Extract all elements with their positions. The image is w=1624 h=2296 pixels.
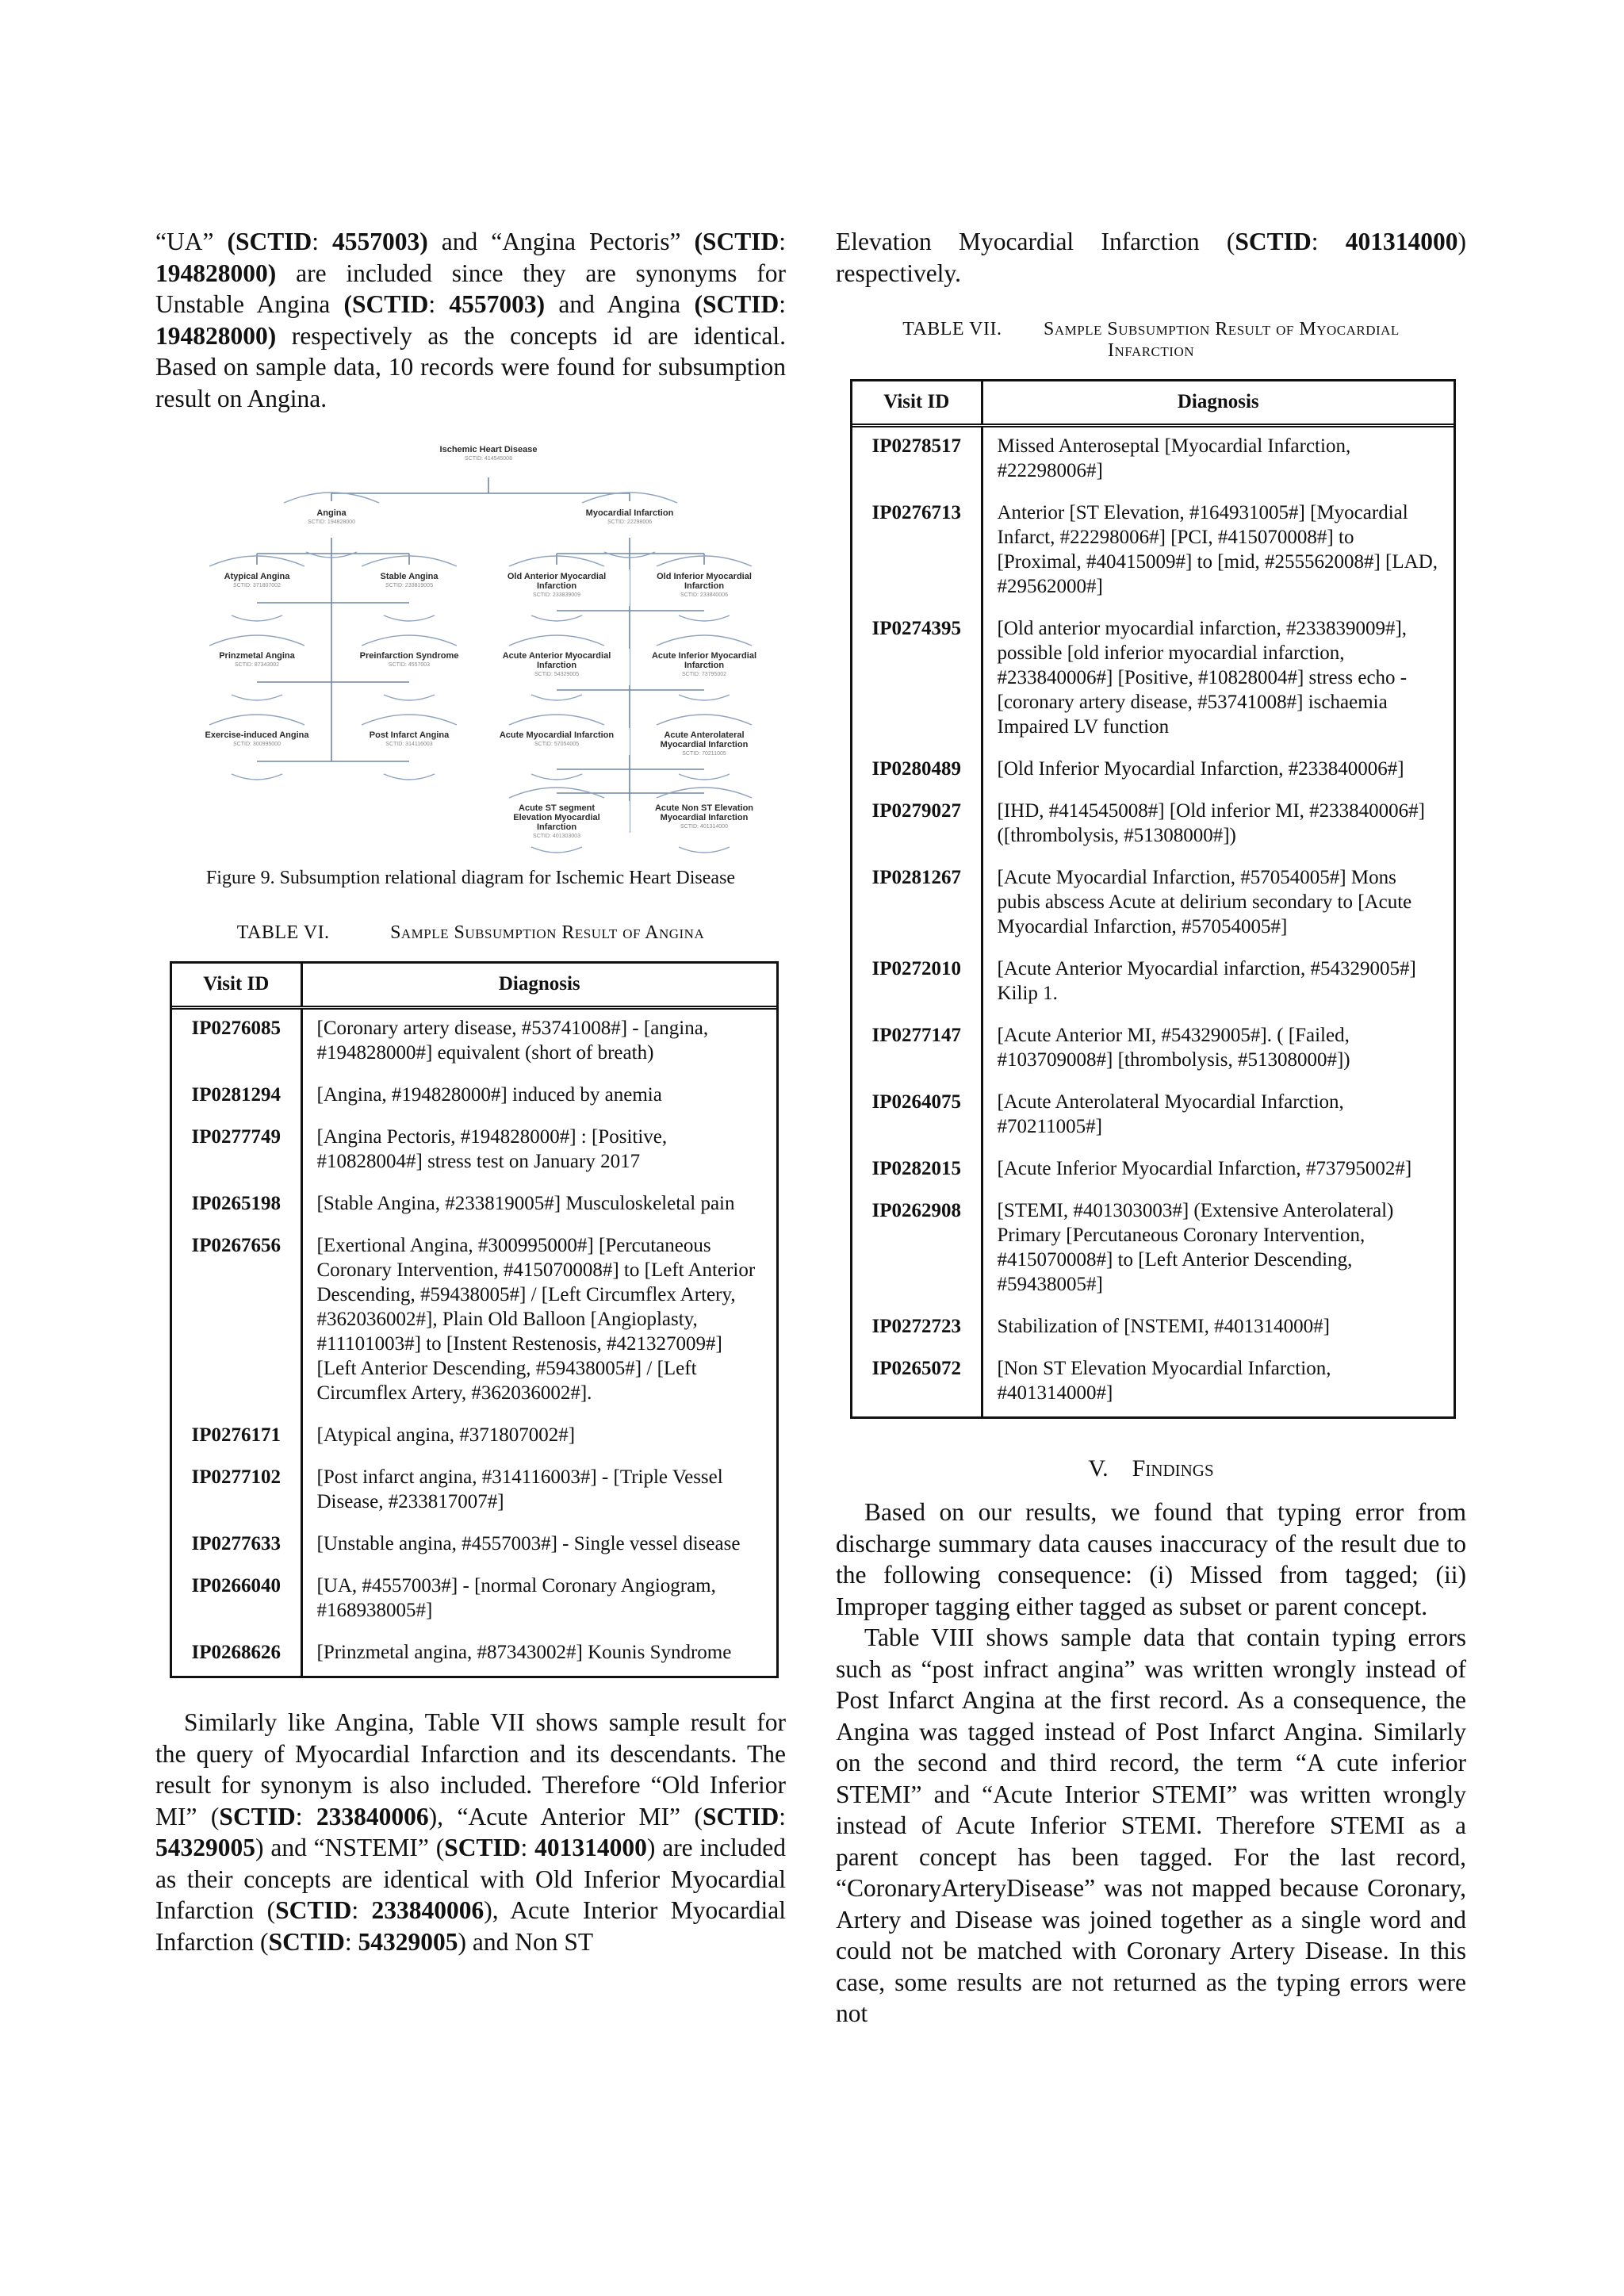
table-row: [852, 426, 1454, 495]
table-row: [172, 1008, 776, 1077]
text-segment: ) and “NSTEMI” (: [255, 1834, 445, 1861]
text-segment: :: [1311, 228, 1346, 255]
bold-segment: SCTID: [702, 1802, 779, 1830]
node-title: Infarction: [536, 661, 577, 670]
node-arc: [209, 715, 304, 725]
col-header-visit-id: Visit ID: [852, 381, 982, 426]
text-segment: and “Angina Pectoris”: [427, 228, 695, 255]
diagnosis-cell: [Post infarct angina, #314116003#] - [Triple Vessel Disease, #233817007#]: [316, 1466, 723, 1512]
visit-id-cell: IP0277749: [172, 1118, 301, 1185]
col-header-diagnosis: Diagnosis: [982, 381, 1454, 426]
table-row: [172, 1185, 776, 1227]
text-segment: :: [312, 228, 333, 255]
table-row: [172, 1416, 776, 1458]
node-arc: [679, 774, 730, 780]
node-title: Acute ST segment: [519, 803, 595, 813]
paragraph-synonyms-angina: [155, 226, 786, 414]
table-row: [852, 1192, 1454, 1308]
bold-segment: (SCTID: [694, 228, 779, 255]
node-arc: [657, 715, 752, 725]
diagnosis-cell: [STEMI, #401303003#] (Extensive Anterolateral) Primary [Percutaneous Coronary Intervention, #415070008#] to [Left Anterior Descending, #59438005#]: [997, 1200, 1394, 1295]
diagnosis-cell: [Old Inferior Myocardial Infarction, #233840006#]: [997, 758, 1404, 780]
table-6-grid: [172, 964, 776, 1676]
node-sctid: SCTID: 401303003: [533, 834, 580, 839]
visit-id-cell: IP0274395: [852, 610, 982, 750]
node-arc: [362, 635, 457, 646]
diagnosis-cell: [Exertional Angina, #300995000#] [Percutaneous Coronary Intervention, #415070008#] to [Left Anterior Descending, #59438005#] / [Left Circumflex Artery, #362036002#], Plain Old Balloon [Angioplasty, #11101003#] to [Instent Restenosis, #421327009#] [Left Anterior Descending, #59438005#] / [Left Circumflex Artery, #362036002#].: [316, 1235, 756, 1404]
node-sctid: SCTID: 371807002: [233, 583, 281, 588]
node-arc: [384, 615, 435, 621]
node-arc: [384, 774, 435, 780]
bold-segment: (SCTID: [694, 290, 779, 318]
table-row: [852, 1350, 1454, 1416]
diagnosis-cell: Anterior [ST Elevation, #164931005#] [Myocardial Infarct, #22298006#] [PCI, #415070008#] to [Proximal, #40415009#] to [mid, #255562008#] [LAD, #29562000#]: [997, 502, 1438, 597]
bold-segment: 401314000: [1345, 228, 1458, 255]
bold-segment: SCTID: [444, 1834, 521, 1861]
text-segment: are included since they are synonyms for Unstable Angina: [155, 259, 786, 318]
diagnosis-cell: Missed Anteroseptal [Myocardial Infarction, #22298006#]: [997, 435, 1351, 481]
node-title: Old Inferior Myocardial: [657, 572, 752, 581]
table-row: [172, 1227, 776, 1416]
visit-id-cell: IP0276171: [172, 1416, 301, 1458]
diagnosis-cell: [Acute Myocardial Infarction, #57054005#] Mons pubis abscess Acute at delirium secondary to [Acute Myocardial Infarction, #57054005#]: [997, 867, 1412, 937]
diagnosis-cell: [Angina Pectoris, #194828000#] : [Positive, #10828004#] stress test on January 2017: [316, 1126, 668, 1172]
figure-9: [155, 428, 786, 872]
node-arc: [679, 695, 730, 700]
visit-id-cell: IP0280489: [852, 750, 982, 792]
node-title: Preinfarction Syndrome: [359, 651, 459, 661]
text-segment: :: [779, 228, 786, 255]
table-row: [852, 859, 1454, 950]
section-title: Findings: [1132, 1455, 1214, 1481]
table-row: [172, 1525, 776, 1567]
text-segment: :: [344, 1927, 358, 1956]
text-segment: :: [779, 1802, 786, 1830]
left-column: [155, 226, 786, 1957]
node-arc: [232, 774, 282, 780]
table-6-label: TABLE VI.: [236, 922, 330, 943]
visit-id-cell: IP0267656: [172, 1227, 301, 1416]
node-sctid: SCTID: 300995000: [233, 742, 281, 747]
diagnosis-cell: [UA, #4557003#] - [normal Coronary Angiogram, #168938005#]: [316, 1575, 716, 1621]
node-title: Angina: [316, 508, 347, 518]
node-title: Acute Inferior Myocardial: [651, 651, 757, 661]
node-sctid: SCTID: 233839009: [533, 592, 580, 598]
visit-id-cell: IP0265072: [852, 1350, 982, 1416]
node-sctid: SCTID: 70211005: [682, 751, 726, 757]
bold-segment: 4557003): [449, 290, 546, 318]
text-segment: ), Acute Interior Myocardial Infarction (: [155, 1896, 786, 1956]
diagnosis-cell: [Prinzmetal angina, #87343002#] Kounis Syndrome: [316, 1642, 732, 1663]
text-segment: ), “Acute Anterior MI” (: [428, 1802, 703, 1830]
table-7: [850, 379, 1456, 1419]
node-arc: [509, 715, 604, 725]
diagnosis-cell: [Acute Anterior Myocardial infarction, #54329005#] Kilip 1.: [997, 958, 1416, 1004]
text-segment: Elevation Myocardial Infarction (: [836, 228, 1235, 255]
paragraph-findings-intro: Based on our results, we found that typing error from discharge summary data causes inaccuracy of the result due to the following consequence: (i) Missed from tagged; (ii) Improper tagging either tagged as subset or parent concept.: [836, 1498, 1466, 1620]
diagnosis-cell: [Unstable angina, #4557003#] - Single vessel disease: [316, 1533, 741, 1554]
node-arc: [362, 715, 457, 725]
node-title: Acute Anterior Myocardial: [502, 651, 611, 661]
diagnosis-cell: [Non ST Elevation Myocardial Infarction, #401314000#]: [997, 1358, 1331, 1404]
bold-segment: 194828000): [155, 321, 277, 350]
paragraph-mi-synonyms: [155, 1707, 786, 1957]
text-segment: :: [779, 290, 786, 318]
section-heading-findings: [836, 1455, 1466, 1482]
table-row: [852, 750, 1454, 792]
visit-id-cell: IP0276085: [172, 1008, 301, 1077]
bold-segment: 4557003): [332, 228, 428, 255]
table-row: [852, 1017, 1454, 1083]
table-row: [852, 494, 1454, 610]
node-title: Myocardial Infarction: [660, 740, 749, 749]
bold-segment: 54329005: [155, 1834, 255, 1861]
diagnosis-cell: Stabilization of [NSTEMI, #401314000#]: [997, 1316, 1330, 1337]
node-title: Myocardial Infarction: [585, 508, 674, 518]
diagnosis-cell: [Coronary artery disease, #53741008#] - [angina, #194828000#] equivalent (short of breath): [316, 1018, 709, 1064]
table-row: [852, 1150, 1454, 1192]
right-column: [836, 226, 1466, 2030]
diagnosis-cell: [Old anterior myocardial infarction, #233839009#], possible [old inferior myocardial infarction, #233840006#] [Positive, #10828004#] stress echo - [coronary artery disease, #53741008#] ischaemia Impaired LV function: [997, 618, 1408, 738]
visit-id-cell: IP0262908: [852, 1192, 982, 1308]
visit-id-cell: IP0264075: [852, 1083, 982, 1150]
node-arc: [232, 615, 282, 621]
node-title: Post Infarct Angina: [369, 730, 450, 740]
node-title: Acute Non ST Elevation: [654, 803, 754, 813]
text-segment: :: [295, 1802, 316, 1830]
visit-id-cell: IP0272723: [852, 1308, 982, 1350]
node-title: Infarction: [536, 822, 577, 832]
diagnosis-cell: [IHD, #414545008#] [Old inferior MI, #233840006#] ([thrombolysis, #51308000#]): [997, 800, 1426, 846]
node-title: Infarction: [536, 581, 577, 591]
bold-segment: 233840006: [371, 1896, 485, 1924]
text-segment: and Angina: [545, 290, 695, 318]
node-title: Myocardial Infarction: [660, 813, 749, 822]
table-row: [852, 1083, 1454, 1150]
bold-segment: SCTID: [1235, 228, 1312, 255]
visit-id-cell: IP0276713: [852, 494, 982, 610]
text-segment: :: [520, 1834, 535, 1861]
node-arc: [232, 695, 282, 700]
node-sctid: SCTID: 22298006: [607, 519, 653, 525]
diagnosis-cell: [Atypical angina, #371807002#]: [316, 1424, 576, 1446]
table-row: [852, 610, 1454, 750]
table-row: [172, 1634, 776, 1676]
node-title: Acute Myocardial Infarction: [499, 730, 615, 740]
table-row: [852, 792, 1454, 859]
visit-id-cell: IP0266040: [172, 1567, 301, 1634]
visit-id-cell: IP0282015: [852, 1150, 982, 1192]
node-arc: [679, 615, 730, 621]
col-header-visit-id: Visit ID: [172, 964, 301, 1008]
node-arc: [531, 847, 582, 853]
node-arc: [657, 635, 752, 646]
text-segment: respectively as the concepts id are identical. Based on sample data, 10 records were found for subsumption result on Angina.: [155, 321, 786, 412]
diagnosis-cell: [Acute Anterolateral Myocardial Infarction, #70211005#]: [997, 1091, 1344, 1137]
visit-id-cell: IP0279027: [852, 792, 982, 859]
table-7-grid: [852, 381, 1454, 1416]
paragraph-nstemi-continued: [836, 226, 1466, 289]
text-segment: ) and Non ST: [458, 1927, 594, 1956]
visit-id-cell: IP0272010: [852, 950, 982, 1017]
node-sctid: SCTID: 57054005: [534, 742, 580, 747]
bold-segment: SCTID: [268, 1927, 345, 1956]
bold-segment: (SCTID: [343, 290, 429, 318]
table-row: [852, 950, 1454, 1017]
node-title: Acute Anterolateral: [664, 730, 745, 740]
diagnosis-cell: [Angina, #194828000#] induced by anemia: [316, 1084, 662, 1106]
node-title: Prinzmetal Angina: [219, 651, 295, 661]
node-arc: [531, 774, 582, 780]
table-row: [852, 1308, 1454, 1350]
node-title: Infarction: [684, 661, 725, 670]
table-row: [172, 1076, 776, 1118]
node-sctid: SCTID: 401314000: [680, 824, 728, 830]
node-sctid: SCTID: 4557003: [388, 662, 431, 668]
diagnosis-cell: [Acute Anterior MI, #54329005#]. ( [Failed, #103709008#] [thrombolysis, #51308000#]): [997, 1025, 1350, 1071]
visit-id-cell: IP0281294: [172, 1076, 301, 1118]
node-arc: [531, 695, 582, 700]
visit-id-cell: IP0265198: [172, 1185, 301, 1227]
node-arc: [679, 847, 730, 853]
text-segment: ) are included as their concepts are identical with Old Inferior Myocardial Infarction (: [155, 1834, 786, 1924]
node-sctid: SCTID: 73795002: [681, 672, 727, 677]
section-number: V.: [1088, 1455, 1109, 1481]
bold-segment: (SCTID: [227, 228, 312, 255]
visit-id-cell: IP0281267: [852, 859, 982, 950]
bold-segment: SCTID: [219, 1802, 296, 1830]
table-6: [170, 961, 779, 1678]
bold-segment: 401314000: [534, 1834, 647, 1861]
node-arc: [209, 635, 304, 646]
visit-id-cell: IP0277102: [172, 1458, 301, 1525]
bold-segment: SCTID: [275, 1896, 352, 1924]
node-sctid: SCTID: 233840006: [680, 592, 728, 598]
visit-id-cell: IP0278517: [852, 426, 982, 495]
node-arc: [531, 615, 582, 621]
visit-id-cell: IP0268626: [172, 1634, 301, 1676]
node-title: Atypical Angina: [224, 572, 290, 581]
text-segment: Similarly like Angina, Table VII shows sample result for the query of Myocardial Infarction and its descendants. The result for synonym is also included. Therefore “Old Inferior MI” (: [155, 1708, 786, 1830]
node-title: Elevation Myocardial: [513, 813, 600, 822]
diagnosis-cell: [Acute Inferior Myocardial Infarction, #73795002#]: [997, 1158, 1412, 1179]
bold-segment: 54329005: [358, 1927, 458, 1956]
table-6-title: Sample Subsumption Result of Angina: [390, 922, 705, 943]
node-title: Exercise-induced Angina: [205, 730, 309, 740]
ihd-subsumption-diagram: [155, 428, 786, 857]
text-segment: :: [351, 1896, 372, 1924]
bold-segment: 233840006: [316, 1802, 429, 1830]
table-7-title: Sample Subsumption Result of Myocardial Infarction: [1043, 319, 1400, 361]
node-sctid: SCTID: 314116003: [385, 742, 433, 747]
text-segment: “UA”: [155, 228, 228, 255]
table-6-caption: [155, 922, 786, 944]
node-arc: [509, 635, 604, 646]
diagnosis-cell: [Stable Angina, #233819005#] Musculoskeletal pain: [316, 1193, 735, 1214]
text-segment: :: [428, 290, 450, 318]
node-title: Stable Angina: [380, 572, 439, 581]
table-row: [172, 1458, 776, 1525]
node-sctid: SCTID: 414545008: [465, 456, 512, 462]
bold-segment: 194828000): [155, 259, 277, 287]
node-sctid: SCTID: 194828000: [308, 519, 355, 525]
col-header-diagnosis: Diagnosis: [301, 964, 776, 1008]
figure-caption: Figure 9. Subsumption relational diagram for Ischemic Heart Disease: [205, 868, 736, 888]
visit-id-cell: IP0277633: [172, 1525, 301, 1567]
node-title: Infarction: [684, 581, 725, 591]
visit-id-cell: IP0277147: [852, 1017, 982, 1083]
table-7-label: TABLE VII.: [902, 319, 1002, 339]
node-sctid: SCTID: 54329005: [534, 672, 580, 677]
text-segment: ) respectively.: [836, 228, 1466, 287]
node-title: Ischemic Heart Disease: [439, 445, 538, 454]
table-row: [172, 1567, 776, 1634]
node-sctid: SCTID: 87343002: [234, 662, 280, 668]
node-sctid: SCTID: 233819005: [385, 583, 433, 588]
node-title: Old Anterior Myocardial: [507, 572, 607, 581]
node-arc: [384, 695, 435, 700]
table-7-caption: [836, 319, 1466, 362]
table-row: [172, 1118, 776, 1185]
paragraph-table-8-discussion: Table VIII shows sample data that contain typing errors such as “post infract angina” was written wrongly instead of Post Infarct Angina at the first record. As a consequence, the Angina was tagged instead of Post Infarct Angina. Similarly on the second and third record, the term “A cute inferior STEMI” and “Acute Interior STEMI” was written wrongly instead of Acute Inferior STEMI. Therefore STEMI as a parent concept has been tagged. For the last record, “CoronaryArteryDisease” was not mapped because Coronary, Artery and Disease was joined together as a single word and could not be matched with Coronary Artery Disease. In this case, some results are not returned as the typing errors were not: [836, 1623, 1466, 2027]
